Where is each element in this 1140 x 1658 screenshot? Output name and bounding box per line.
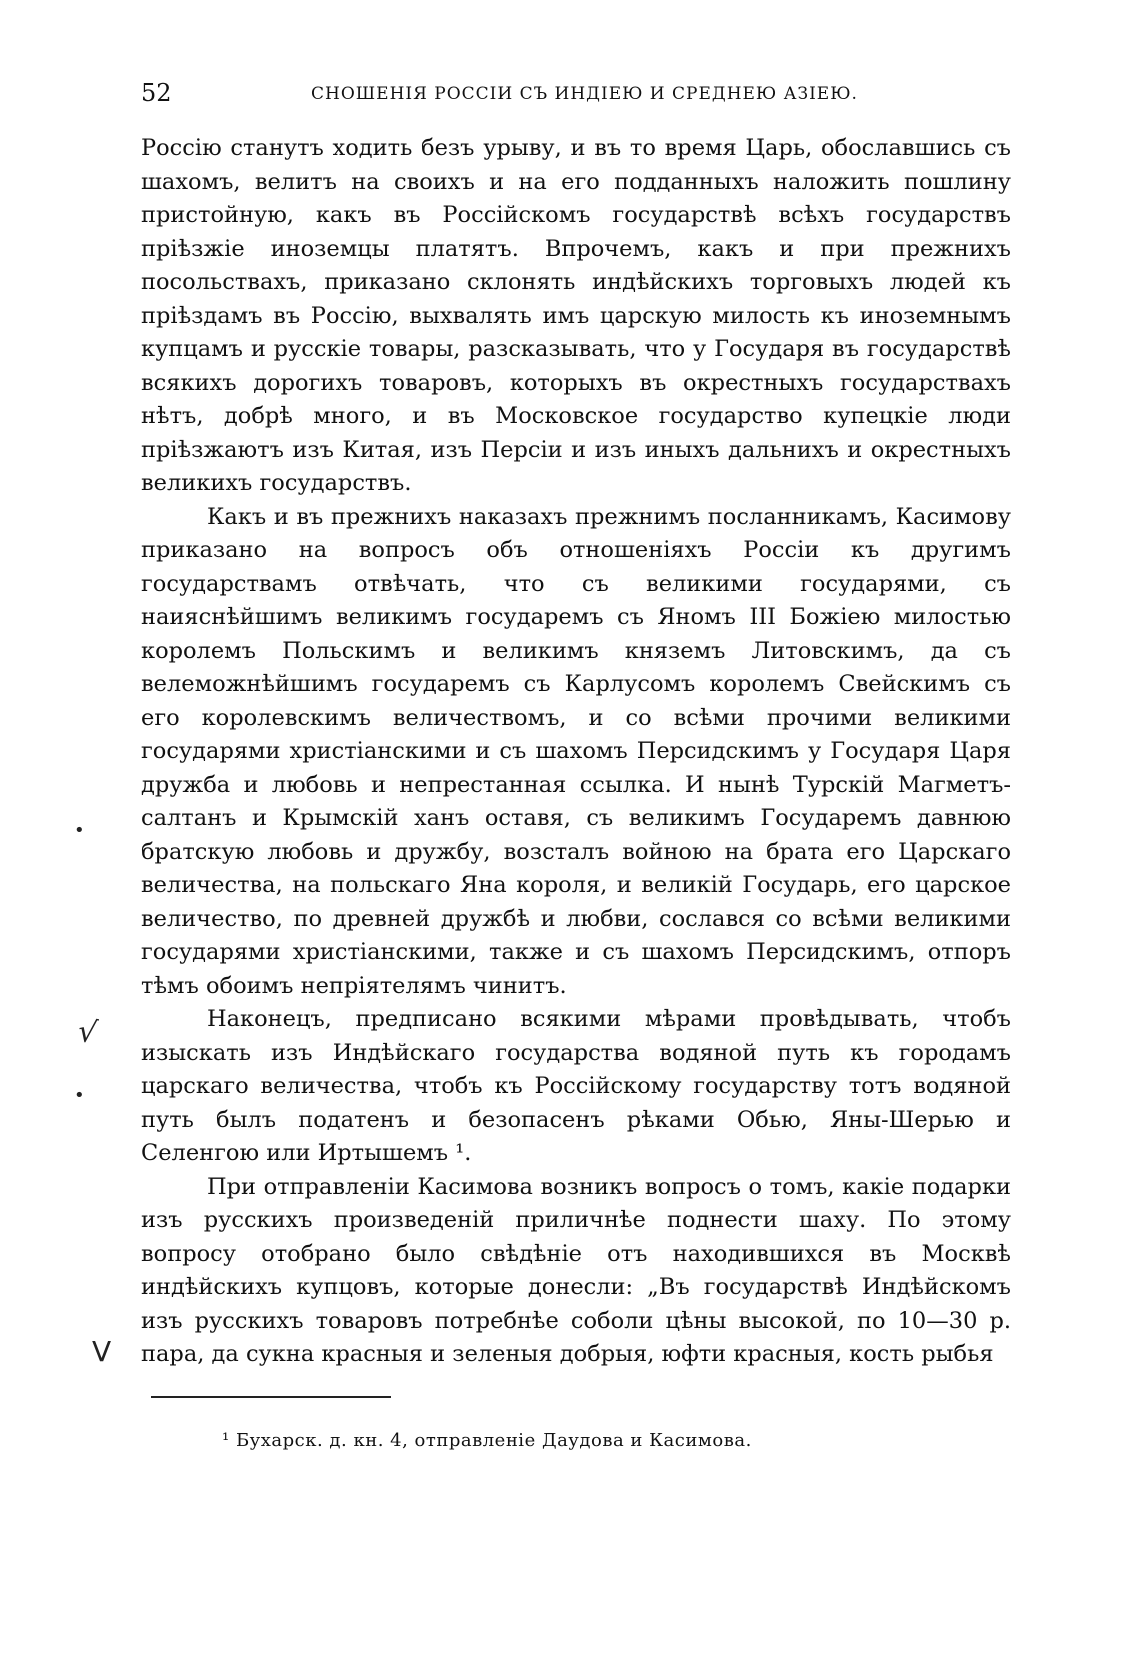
paragraph-2: Какъ и въ прежнихъ наказахъ прежнимъ посланникамъ, Касимову приказано на вопросъ объ отношеніяхъ Россіи къ другимъ государствамъ отвѣчать, что съ великими государями, съ наияснѣйшимъ великимъ государемъ съ Яномъ III Божіею милостью королемъ Польскимъ и великимъ княземъ Литовскимъ, да съ велеможнѣйшимъ государемъ съ Карлусомъ королемъ Свейскимъ съ его королевскимъ величествомъ, и со всѣми прочими великими государями христіанскими и съ шахомъ Персидскимъ у Государя Царя дружба и любовь и непрестанная ссылка. И нынѣ Турскій Магметъ-салтанъ и Крымскій ханъ оставя, съ великимъ Государемъ давнюю братскую любовь и дружбу, возсталъ войною на брата его Царскаго величества, на польскаго Яна короля, и великій Государь, его царское величество, по древней дружбѣ и любви, сослався со всѣми великими государями христіанскими, также и съ шахомъ Персидскимъ, отпоръ тѣмъ обоимъ непріятелямъ чинитъ. xyxy=(141,503,1011,999)
margin-dot-mark: • xyxy=(74,820,85,841)
page-number: 52 xyxy=(141,79,172,107)
paragraph-4: При отправленіи Касимова возникъ вопросъ о томъ, какіе подарки изъ русскихъ произведеній приличнѣе поднести шаху. По этому вопросу отобрано было свѣдѣніе отъ находившихся въ Москвѣ индѣйскихъ купцовъ, которые донесли: „Въ государствѣ Индѣйскомъ изъ русскихъ товаровъ потребнѣе соболи цѣны высокой, по 10—30 р. пара, да сукна красныя и зеленыя добрыя, юфти красныя, кость рыбья xyxy=(141,1173,1011,1367)
margin-check-mark: √ xyxy=(75,1013,100,1052)
page-header xyxy=(141,78,1011,108)
margin-v-mark: V xyxy=(92,1335,112,1368)
running-head: СНОШЕНІЯ РОССІИ СЪ ИНДІЕЮ И СРЕДНЕЮ АЗІЕЮ. xyxy=(311,84,858,104)
paragraph-3: Наконецъ, предписано всякими мѣрами провѣдывать, чтобъ изыскать изъ Индѣйскаго государства водяной путь къ городамъ царскаго величества, чтобъ къ Россійскому государству тотъ водяной путь былъ податенъ и безопасенъ рѣками Обью, Яны-Шерью и Селенгою или Иртышемъ ¹. xyxy=(141,1006,1011,1166)
margin-dot-mark: • xyxy=(74,1085,85,1106)
paragraph-1: Россію станутъ ходить безъ урыву, и въ то время Царь, обославшись съ шахомъ, велитъ на своихъ и на его подданныхъ наложить пошлину пристойную, какъ въ Россійскомъ государствѣ всѣхъ государствъ пріѣзжіе иноземцы платятъ. Впрочемъ, какъ и при прежнихъ посольствахъ, приказано склонять индѣйскихъ торговыхъ людей къ пріѣздамъ въ Россію, выхвалять имъ царскую милость къ иноземнымъ купцамъ и русскіе товары, разсказывать, что у Государя въ государствѣ всякихъ дорогихъ товаровъ, которыхъ въ окрестныхъ государствахъ нѣтъ, добрѣ много, и въ Московское государство купецкіе люди пріѣзжаютъ изъ Китая, изъ Персіи и изъ иныхъ дальнихъ и окрестныхъ великихъ государствъ. xyxy=(141,135,1011,496)
footnote-rule xyxy=(151,1396,391,1398)
footnote: ¹ Бухарск. д. кн. 4, отправленіе Даудова и Касимова. xyxy=(222,1430,752,1451)
body-text xyxy=(141,132,1011,1372)
